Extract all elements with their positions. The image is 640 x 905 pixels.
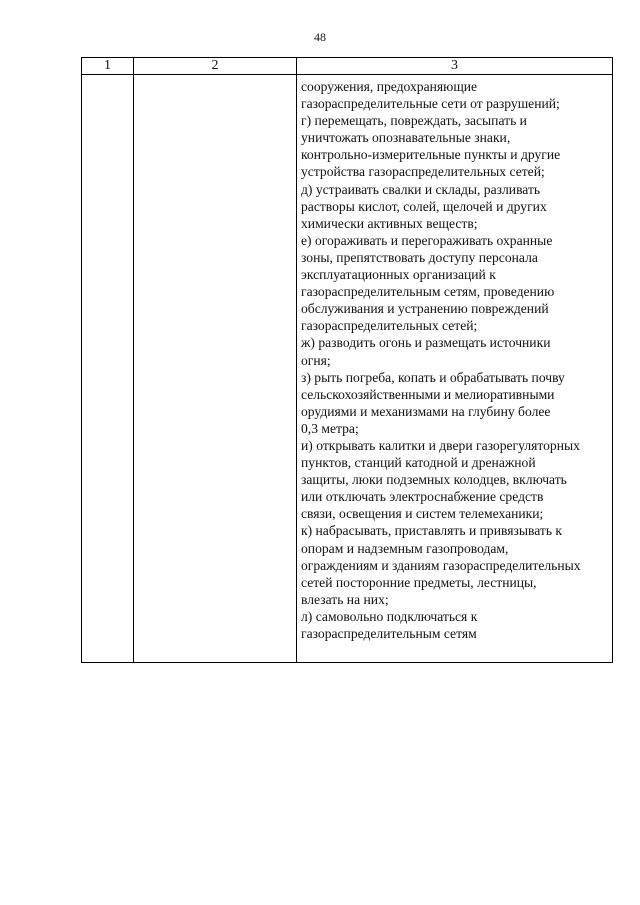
table-row (82, 75, 613, 663)
cell-text-line: пунктов, станций катодной и дренажной (301, 455, 536, 471)
table-cell-col2 (134, 75, 297, 663)
table-cell-col3 (297, 75, 613, 663)
cell-text-line: л) самовольно подключаться к (301, 608, 478, 624)
cell-text-line: контрольно-измерительные пункты и другие (301, 147, 561, 163)
column-header-1: 1 (82, 58, 134, 75)
cell-text-line: связи, освещения и систем телемеханики; (301, 506, 544, 522)
cell-text-line: опорам и надземным газопроводам, (301, 540, 509, 556)
cell-text-line: газораспределительные сети от разрушений; (301, 96, 560, 112)
cell-text-line: уничтожать опознавательные знаки, (301, 130, 511, 146)
cell-text-line: влезать на них; (301, 591, 389, 607)
cell-text-col3 (297, 75, 612, 662)
cell-text-line: орудиями и механизмами на глубину более (301, 403, 551, 419)
cell-text-line: г) перемещать, повреждать, засыпать и (301, 113, 527, 129)
cell-text-line: е) огораживать и перегораживать охранные (301, 232, 553, 248)
cell-text-line: и) открывать калитки и двери газорегуляторных (301, 437, 580, 453)
cell-text-line: сетей посторонние предметы, лестницы, (301, 574, 537, 590)
cell-text-line: зоны, препятствовать доступу персонала (301, 249, 538, 265)
column-header-2: 2 (134, 58, 297, 75)
cell-text-line: газораспределительным сетям (301, 626, 477, 641)
document-table (81, 57, 613, 663)
cell-text-line: растворы кислот, солей, щелочей и других (301, 198, 547, 214)
table-cell-col1 (82, 75, 134, 663)
cell-text-line: эксплуатационных организаций к (301, 267, 496, 283)
cell-text-line: сельскохозяйственными и мелиоративными (301, 386, 555, 402)
cell-text-line: или отключать электроснабжение средств (301, 489, 544, 505)
cell-text-line: огня; (301, 352, 331, 368)
cell-text-line: защиты, люки подземных колодцев, включать (301, 472, 567, 488)
table-header-row (82, 58, 613, 75)
cell-text-line: устройства газораспределительных сетей; (301, 164, 545, 180)
cell-text-line: к) набрасывать, приставлять и привязывать к (301, 523, 563, 539)
cell-text-line: 0,3 метра; (301, 420, 359, 436)
page-number: 48 (314, 30, 326, 44)
cell-text-line: газораспределительных сетей; (301, 318, 478, 334)
cell-text-line: ограждениям и зданиям газораспределительных (301, 557, 581, 573)
cell-text-line: химически активных веществ; (301, 215, 478, 231)
cell-text-line: ж) разводить огонь и размещать источники (301, 335, 551, 351)
column-header-3: 3 (297, 58, 613, 75)
cell-text-line: сооружения, предохраняющие (301, 79, 478, 94)
cell-text-line: газораспределительным сетям, проведению (301, 284, 555, 300)
cell-text-line: д) устраивать свалки и склады, разливать (301, 181, 541, 197)
cell-text-line: з) рыть погреба, копать и обрабатывать почву (301, 369, 565, 385)
cell-text-line: обслуживания и устранению повреждений (301, 301, 549, 317)
